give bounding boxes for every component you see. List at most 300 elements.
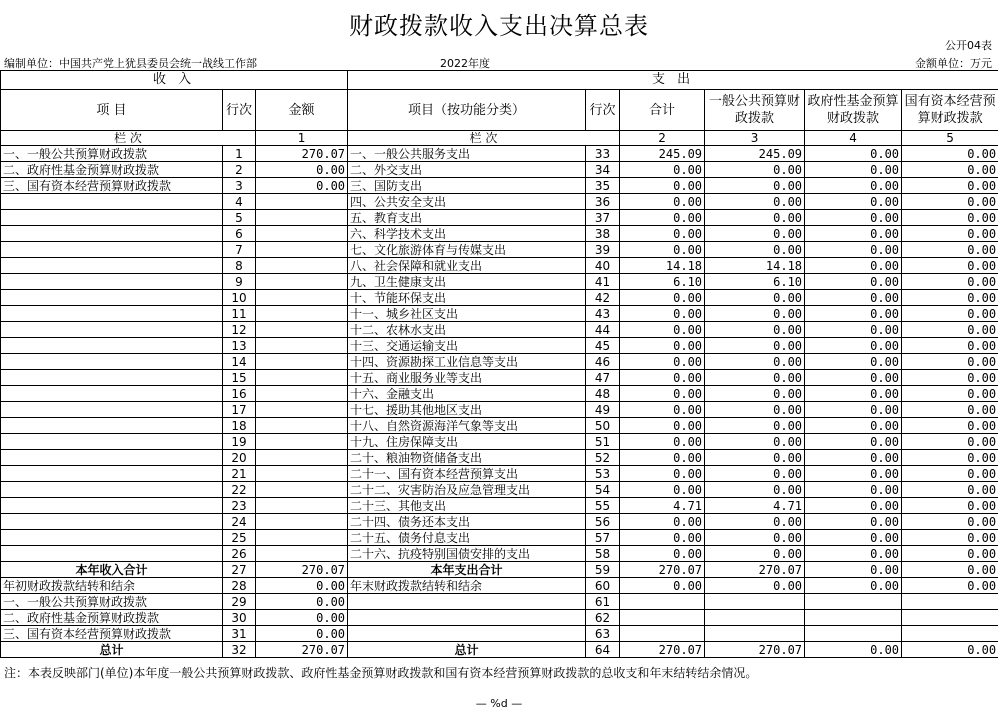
expense-total-cell: 0.00	[620, 306, 705, 322]
expense-fund-cell: 0.00	[805, 242, 902, 258]
expense-general-cell: 0.00	[705, 466, 805, 482]
expense-total-cell	[620, 610, 705, 626]
table-row	[1, 162, 998, 178]
expense-general-cell: 0.00	[705, 194, 805, 210]
expense-soe-cell: 0.00	[902, 354, 998, 370]
expense-total-cell: 0.00	[620, 546, 705, 562]
expense-item-cell: 九、卫生健康支出	[348, 274, 586, 290]
expense-general-cell: 0.00	[705, 434, 805, 450]
income-item-cell	[1, 466, 223, 482]
expense-soe-cell: 0.00	[902, 146, 998, 162]
income-amount-cell	[256, 306, 348, 322]
income-amount-cell	[256, 434, 348, 450]
expense-soe-cell: 0.00	[902, 546, 998, 562]
expense-soe-cell: 0.00	[902, 498, 998, 514]
expense-total-cell: 4.71	[620, 498, 705, 514]
income-item-cell	[1, 194, 223, 210]
expense-general-cell: 270.07	[705, 642, 805, 658]
table-row	[1, 290, 998, 306]
expense-soe-cell: 0.00	[902, 386, 998, 402]
expense-fund-cell: 0.00	[805, 450, 902, 466]
expense-general-cell: 14.18	[705, 258, 805, 274]
expense-general-cell	[705, 610, 805, 626]
expense-soe-cell: 0.00	[902, 322, 998, 338]
expense-general-cell: 0.00	[705, 402, 805, 418]
income-line-cell: 19	[223, 434, 256, 450]
expense-soe-cell	[902, 594, 998, 610]
income-item-cell: 二、政府性基金预算财政拨款	[1, 610, 223, 626]
income-amount-cell	[256, 322, 348, 338]
expense-fund-cell: 0.00	[805, 354, 902, 370]
expense-item-cell: 二十三、其他支出	[348, 498, 586, 514]
expense-total-cell: 0.00	[620, 466, 705, 482]
income-item-cell	[1, 210, 223, 226]
income-line-cell: 26	[223, 546, 256, 562]
expense-fund-cell: 0.00	[805, 210, 902, 226]
table-row	[1, 274, 998, 290]
income-item-cell	[1, 418, 223, 434]
expense-fund-cell	[805, 610, 902, 626]
expense-line-cell: 44	[586, 322, 620, 338]
income-amount-cell	[256, 418, 348, 434]
income-item-cell	[1, 498, 223, 514]
expense-general-cell: 0.00	[705, 482, 805, 498]
income-amount-cell	[256, 498, 348, 514]
expense-soe-cell: 0.00	[902, 418, 998, 434]
expense-general-cell: 4.71	[705, 498, 805, 514]
expense-soe-cell: 0.00	[902, 642, 998, 658]
expense-item-cell: 五、教育支出	[348, 210, 586, 226]
income-item-cell: 一、一般公共预算财政拨款	[1, 146, 223, 162]
income-line-cell: 11	[223, 306, 256, 322]
expense-item-cell: 二十二、灾害防治及应急管理支出	[348, 482, 586, 498]
income-line-cell: 13	[223, 338, 256, 354]
income-amount-cell: 0.00	[256, 610, 348, 626]
expense-fund-cell: 0.00	[805, 146, 902, 162]
expense-total-cell: 0.00	[620, 322, 705, 338]
income-line-cell: 2	[223, 162, 256, 178]
expense-total-cell	[620, 594, 705, 610]
expense-general-cell: 0.00	[705, 546, 805, 562]
expense-total-cell: 14.18	[620, 258, 705, 274]
expense-item-cell: 三、国防支出	[348, 178, 586, 194]
table-row	[1, 146, 998, 162]
expense-item-cell: 二、外交支出	[348, 162, 586, 178]
expense-item-cell: 十九、住房保障支出	[348, 434, 586, 450]
expense-fund-cell: 0.00	[805, 306, 902, 322]
table-row	[1, 226, 998, 242]
expense-item-cell: 年末财政拨款结转和结余	[348, 578, 586, 594]
expense-line-cell: 48	[586, 386, 620, 402]
col-header-func-item: 项目（按功能分类）	[348, 90, 586, 131]
expense-item-cell: 一、一般公共服务支出	[348, 146, 586, 162]
income-item-cell: 一、一般公共预算财政拨款	[1, 594, 223, 610]
expense-soe-cell: 0.00	[902, 434, 998, 450]
expense-fund-cell: 0.00	[805, 642, 902, 658]
income-line-cell: 3	[223, 178, 256, 194]
expense-general-cell: 0.00	[705, 226, 805, 242]
report-title: 财政拨款收入支出决算总表	[349, 12, 649, 40]
income-item-cell	[1, 530, 223, 546]
table-row	[1, 642, 998, 658]
expense-total-cell: 0.00	[620, 242, 705, 258]
expense-line-cell: 60	[586, 578, 620, 594]
expense-general-cell: 0.00	[705, 210, 805, 226]
table-row	[1, 370, 998, 386]
income-line-cell: 29	[223, 594, 256, 610]
table-row	[1, 178, 998, 194]
expense-general-cell: 0.00	[705, 242, 805, 258]
column-index-label-right: 栏 次	[348, 131, 620, 146]
income-line-cell: 24	[223, 514, 256, 530]
income-item-cell: 年初财政拨款结转和结余	[1, 578, 223, 594]
expense-general-cell: 0.00	[705, 162, 805, 178]
expense-item-cell: 二十、粮油物资储备支出	[348, 450, 586, 466]
expense-line-cell: 52	[586, 450, 620, 466]
expense-line-cell: 42	[586, 290, 620, 306]
expense-soe-cell: 0.00	[902, 306, 998, 322]
expense-soe-cell: 0.00	[902, 210, 998, 226]
expense-total-cell: 0.00	[620, 578, 705, 594]
expense-total-cell: 0.00	[620, 450, 705, 466]
expense-line-cell: 34	[586, 162, 620, 178]
table-row	[1, 530, 998, 546]
income-line-cell: 22	[223, 482, 256, 498]
income-line-cell: 18	[223, 418, 256, 434]
table-row	[1, 210, 998, 226]
expense-line-cell: 62	[586, 610, 620, 626]
income-amount-cell	[256, 482, 348, 498]
expense-fund-cell: 0.00	[805, 498, 902, 514]
expense-item-cell: 十一、城乡社区支出	[348, 306, 586, 322]
income-item-cell	[1, 258, 223, 274]
expense-general-cell	[705, 626, 805, 642]
expense-fund-cell: 0.00	[805, 562, 902, 578]
expense-fund-cell: 0.00	[805, 258, 902, 274]
income-line-cell: 7	[223, 242, 256, 258]
expense-line-cell: 55	[586, 498, 620, 514]
expense-soe-cell: 0.00	[902, 514, 998, 530]
income-amount-cell	[256, 370, 348, 386]
income-line-cell: 9	[223, 274, 256, 290]
col-header-item: 项 目	[1, 90, 223, 131]
income-amount-cell: 270.07	[256, 562, 348, 578]
table-row	[1, 242, 998, 258]
table-row	[1, 498, 998, 514]
expense-item-cell: 四、公共安全支出	[348, 194, 586, 210]
income-amount-cell: 270.07	[256, 146, 348, 162]
expense-total-cell	[620, 626, 705, 642]
expense-soe-cell: 0.00	[902, 530, 998, 546]
table-row	[1, 258, 998, 274]
expense-general-cell: 0.00	[705, 354, 805, 370]
expense-total-cell: 0.00	[620, 514, 705, 530]
income-line-cell: 16	[223, 386, 256, 402]
expense-total-cell: 0.00	[620, 434, 705, 450]
income-line-cell: 17	[223, 402, 256, 418]
income-line-cell: 14	[223, 354, 256, 370]
income-amount-cell: 0.00	[256, 594, 348, 610]
expense-item-cell: 十五、商业服务业等支出	[348, 370, 586, 386]
expense-total-cell: 0.00	[620, 354, 705, 370]
expense-soe-cell	[902, 610, 998, 626]
expense-line-cell: 49	[586, 402, 620, 418]
column-index-2: 2	[620, 131, 705, 146]
expense-fund-cell: 0.00	[805, 418, 902, 434]
expense-item-cell	[348, 626, 586, 642]
table-row	[1, 546, 998, 562]
income-line-cell: 10	[223, 290, 256, 306]
income-amount-cell	[256, 290, 348, 306]
column-index-5: 5	[902, 131, 998, 146]
income-item-cell: 二、政府性基金预算财政拨款	[1, 162, 223, 178]
expense-fund-cell: 0.00	[805, 338, 902, 354]
table-row	[1, 514, 998, 530]
expense-line-cell: 58	[586, 546, 620, 562]
form-number: 公开04表	[945, 39, 992, 52]
expense-total-cell: 0.00	[620, 210, 705, 226]
income-amount-cell	[256, 338, 348, 354]
income-item-cell	[1, 386, 223, 402]
expense-total-cell: 0.00	[620, 402, 705, 418]
expense-item-cell: 二十五、债务付息支出	[348, 530, 586, 546]
expense-line-cell: 59	[586, 562, 620, 578]
income-line-cell: 12	[223, 322, 256, 338]
expense-fund-cell	[805, 594, 902, 610]
col-header-line: 行次	[223, 90, 256, 131]
income-item-cell	[1, 370, 223, 386]
report-year: 2022年度	[440, 57, 490, 70]
table-row	[1, 402, 998, 418]
expense-general-cell: 270.07	[705, 562, 805, 578]
income-line-cell: 25	[223, 530, 256, 546]
income-line-cell: 31	[223, 626, 256, 642]
expense-soe-cell: 0.00	[902, 178, 998, 194]
income-line-cell: 21	[223, 466, 256, 482]
expense-total-cell: 270.07	[620, 562, 705, 578]
expense-soe-cell: 0.00	[902, 562, 998, 578]
income-item-cell: 三、国有资本经营预算财政拨款	[1, 178, 223, 194]
expense-line-cell: 64	[586, 642, 620, 658]
expense-item-cell: 七、文化旅游体育与传媒支出	[348, 242, 586, 258]
expense-soe-cell: 0.00	[902, 194, 998, 210]
expense-line-cell: 39	[586, 242, 620, 258]
expense-item-cell: 十四、资源勘探工业信息等支出	[348, 354, 586, 370]
expense-fund-cell: 0.00	[805, 434, 902, 450]
expense-soe-cell: 0.00	[902, 290, 998, 306]
expense-item-cell: 二十一、国有资本经营预算支出	[348, 466, 586, 482]
expense-general-cell: 0.00	[705, 418, 805, 434]
expense-line-cell: 54	[586, 482, 620, 498]
income-amount-cell	[256, 194, 348, 210]
expense-soe-cell: 0.00	[902, 338, 998, 354]
expense-general-cell: 0.00	[705, 578, 805, 594]
expense-soe-cell: 0.00	[902, 370, 998, 386]
income-line-cell: 32	[223, 642, 256, 658]
expense-item-cell: 十六、金融支出	[348, 386, 586, 402]
income-amount-cell: 270.07	[256, 642, 348, 658]
expense-fund-cell	[805, 626, 902, 642]
expense-fund-cell: 0.00	[805, 482, 902, 498]
expense-general-cell: 0.00	[705, 386, 805, 402]
income-amount-cell	[256, 258, 348, 274]
expense-fund-cell: 0.00	[805, 370, 902, 386]
income-item-cell	[1, 306, 223, 322]
expense-line-cell: 56	[586, 514, 620, 530]
expense-soe-cell	[902, 626, 998, 642]
expense-line-cell: 41	[586, 274, 620, 290]
expense-line-cell: 37	[586, 210, 620, 226]
expense-item-cell: 十、节能环保支出	[348, 290, 586, 306]
income-amount-cell: 0.00	[256, 626, 348, 642]
expense-general-cell: 6.10	[705, 274, 805, 290]
table-row	[1, 354, 998, 370]
table-row	[1, 626, 998, 642]
col-header-line2: 行次	[586, 90, 620, 131]
income-amount-cell: 0.00	[256, 178, 348, 194]
expense-soe-cell: 0.00	[902, 274, 998, 290]
expense-fund-cell: 0.00	[805, 194, 902, 210]
expense-line-cell: 36	[586, 194, 620, 210]
income-item-cell: 本年收入合计	[1, 562, 223, 578]
expense-line-cell: 45	[586, 338, 620, 354]
expense-total-cell: 0.00	[620, 338, 705, 354]
income-item-cell	[1, 226, 223, 242]
expense-item-cell: 十三、交通运输支出	[348, 338, 586, 354]
expense-fund-cell: 0.00	[805, 178, 902, 194]
table-row	[1, 194, 998, 210]
income-line-cell: 5	[223, 210, 256, 226]
expense-line-cell: 33	[586, 146, 620, 162]
col-header-soe: 国有资本经营预算财政拨款	[902, 90, 998, 131]
expense-total-cell: 0.00	[620, 482, 705, 498]
expense-soe-cell: 0.00	[902, 242, 998, 258]
page-footer: — %d —	[475, 697, 523, 710]
expense-fund-cell: 0.00	[805, 322, 902, 338]
table-row	[1, 434, 998, 450]
income-amount-cell	[256, 354, 348, 370]
expense-general-cell: 0.00	[705, 338, 805, 354]
expense-general-cell: 245.09	[705, 146, 805, 162]
income-line-cell: 28	[223, 578, 256, 594]
expense-item-cell: 总计	[348, 642, 586, 658]
expense-fund-cell: 0.00	[805, 290, 902, 306]
income-amount-cell	[256, 242, 348, 258]
income-item-cell	[1, 290, 223, 306]
table-row	[1, 578, 998, 594]
expense-fund-cell: 0.00	[805, 530, 902, 546]
income-amount-cell	[256, 210, 348, 226]
expense-general-cell: 0.00	[705, 178, 805, 194]
expense-total-cell: 6.10	[620, 274, 705, 290]
income-line-cell: 15	[223, 370, 256, 386]
expense-general-cell: 0.00	[705, 306, 805, 322]
income-item-cell	[1, 450, 223, 466]
expense-total-cell: 0.00	[620, 162, 705, 178]
expense-total-cell: 245.09	[620, 146, 705, 162]
expense-total-cell: 0.00	[620, 370, 705, 386]
expense-line-cell: 61	[586, 594, 620, 610]
table-row	[1, 338, 998, 354]
table-row	[1, 610, 998, 626]
income-item-cell	[1, 338, 223, 354]
expense-soe-cell: 0.00	[902, 578, 998, 594]
expense-line-cell: 63	[586, 626, 620, 642]
income-item-cell	[1, 546, 223, 562]
col-header-fund: 政府性基金预算财政拨款	[805, 90, 902, 131]
income-amount-cell	[256, 386, 348, 402]
table-row	[1, 386, 998, 402]
expense-soe-cell: 0.00	[902, 226, 998, 242]
expense-item-cell	[348, 610, 586, 626]
expense-line-cell: 57	[586, 530, 620, 546]
expense-soe-cell: 0.00	[902, 482, 998, 498]
income-line-cell: 6	[223, 226, 256, 242]
expense-line-cell: 40	[586, 258, 620, 274]
expense-fund-cell: 0.00	[805, 386, 902, 402]
budget-table	[0, 70, 998, 658]
expense-total-cell: 0.00	[620, 178, 705, 194]
expense-item-cell: 十七、援助其他地区支出	[348, 402, 586, 418]
income-amount-cell	[256, 546, 348, 562]
col-header-amount: 金额	[256, 90, 348, 131]
expense-line-cell: 53	[586, 466, 620, 482]
income-item-cell	[1, 434, 223, 450]
table-row	[1, 450, 998, 466]
income-item-cell	[1, 482, 223, 498]
footnote: 注：本表反映部门(单位)本年度一般公共预算财政拨款、政府性基金预算财政拨款和国有资本经营预算财政拨款的总收支和年末结转结余情况。	[4, 666, 758, 680]
income-item-cell: 总计	[1, 642, 223, 658]
table-row	[1, 306, 998, 322]
expense-line-cell: 43	[586, 306, 620, 322]
income-amount-cell	[256, 402, 348, 418]
expense-section-header: 支 出	[348, 71, 998, 90]
income-line-cell: 20	[223, 450, 256, 466]
expense-general-cell	[705, 594, 805, 610]
income-amount-cell	[256, 466, 348, 482]
expense-fund-cell: 0.00	[805, 402, 902, 418]
table-row	[1, 466, 998, 482]
expense-item-cell: 六、科学技术支出	[348, 226, 586, 242]
expense-general-cell: 0.00	[705, 322, 805, 338]
expense-general-cell: 0.00	[705, 290, 805, 306]
expense-fund-cell: 0.00	[805, 514, 902, 530]
income-section-header: 收 入	[1, 71, 348, 90]
column-index-1: 1	[256, 131, 348, 146]
income-amount-cell	[256, 274, 348, 290]
expense-total-cell: 0.00	[620, 386, 705, 402]
expense-soe-cell: 0.00	[902, 162, 998, 178]
expense-fund-cell: 0.00	[805, 578, 902, 594]
income-item-cell	[1, 242, 223, 258]
expense-soe-cell: 0.00	[902, 466, 998, 482]
income-item-cell	[1, 322, 223, 338]
column-index-label: 栏 次	[1, 131, 256, 146]
expense-soe-cell: 0.00	[902, 402, 998, 418]
expense-item-cell: 二十四、债务还本支出	[348, 514, 586, 530]
table-row	[1, 562, 998, 578]
expense-fund-cell: 0.00	[805, 546, 902, 562]
column-index-4: 4	[805, 131, 902, 146]
expense-item-cell: 八、社会保障和就业支出	[348, 258, 586, 274]
income-item-cell	[1, 354, 223, 370]
income-line-cell: 30	[223, 610, 256, 626]
expense-fund-cell: 0.00	[805, 466, 902, 482]
expense-total-cell: 0.00	[620, 194, 705, 210]
income-amount-cell	[256, 514, 348, 530]
table-row	[1, 594, 998, 610]
expense-total-cell: 270.07	[620, 642, 705, 658]
